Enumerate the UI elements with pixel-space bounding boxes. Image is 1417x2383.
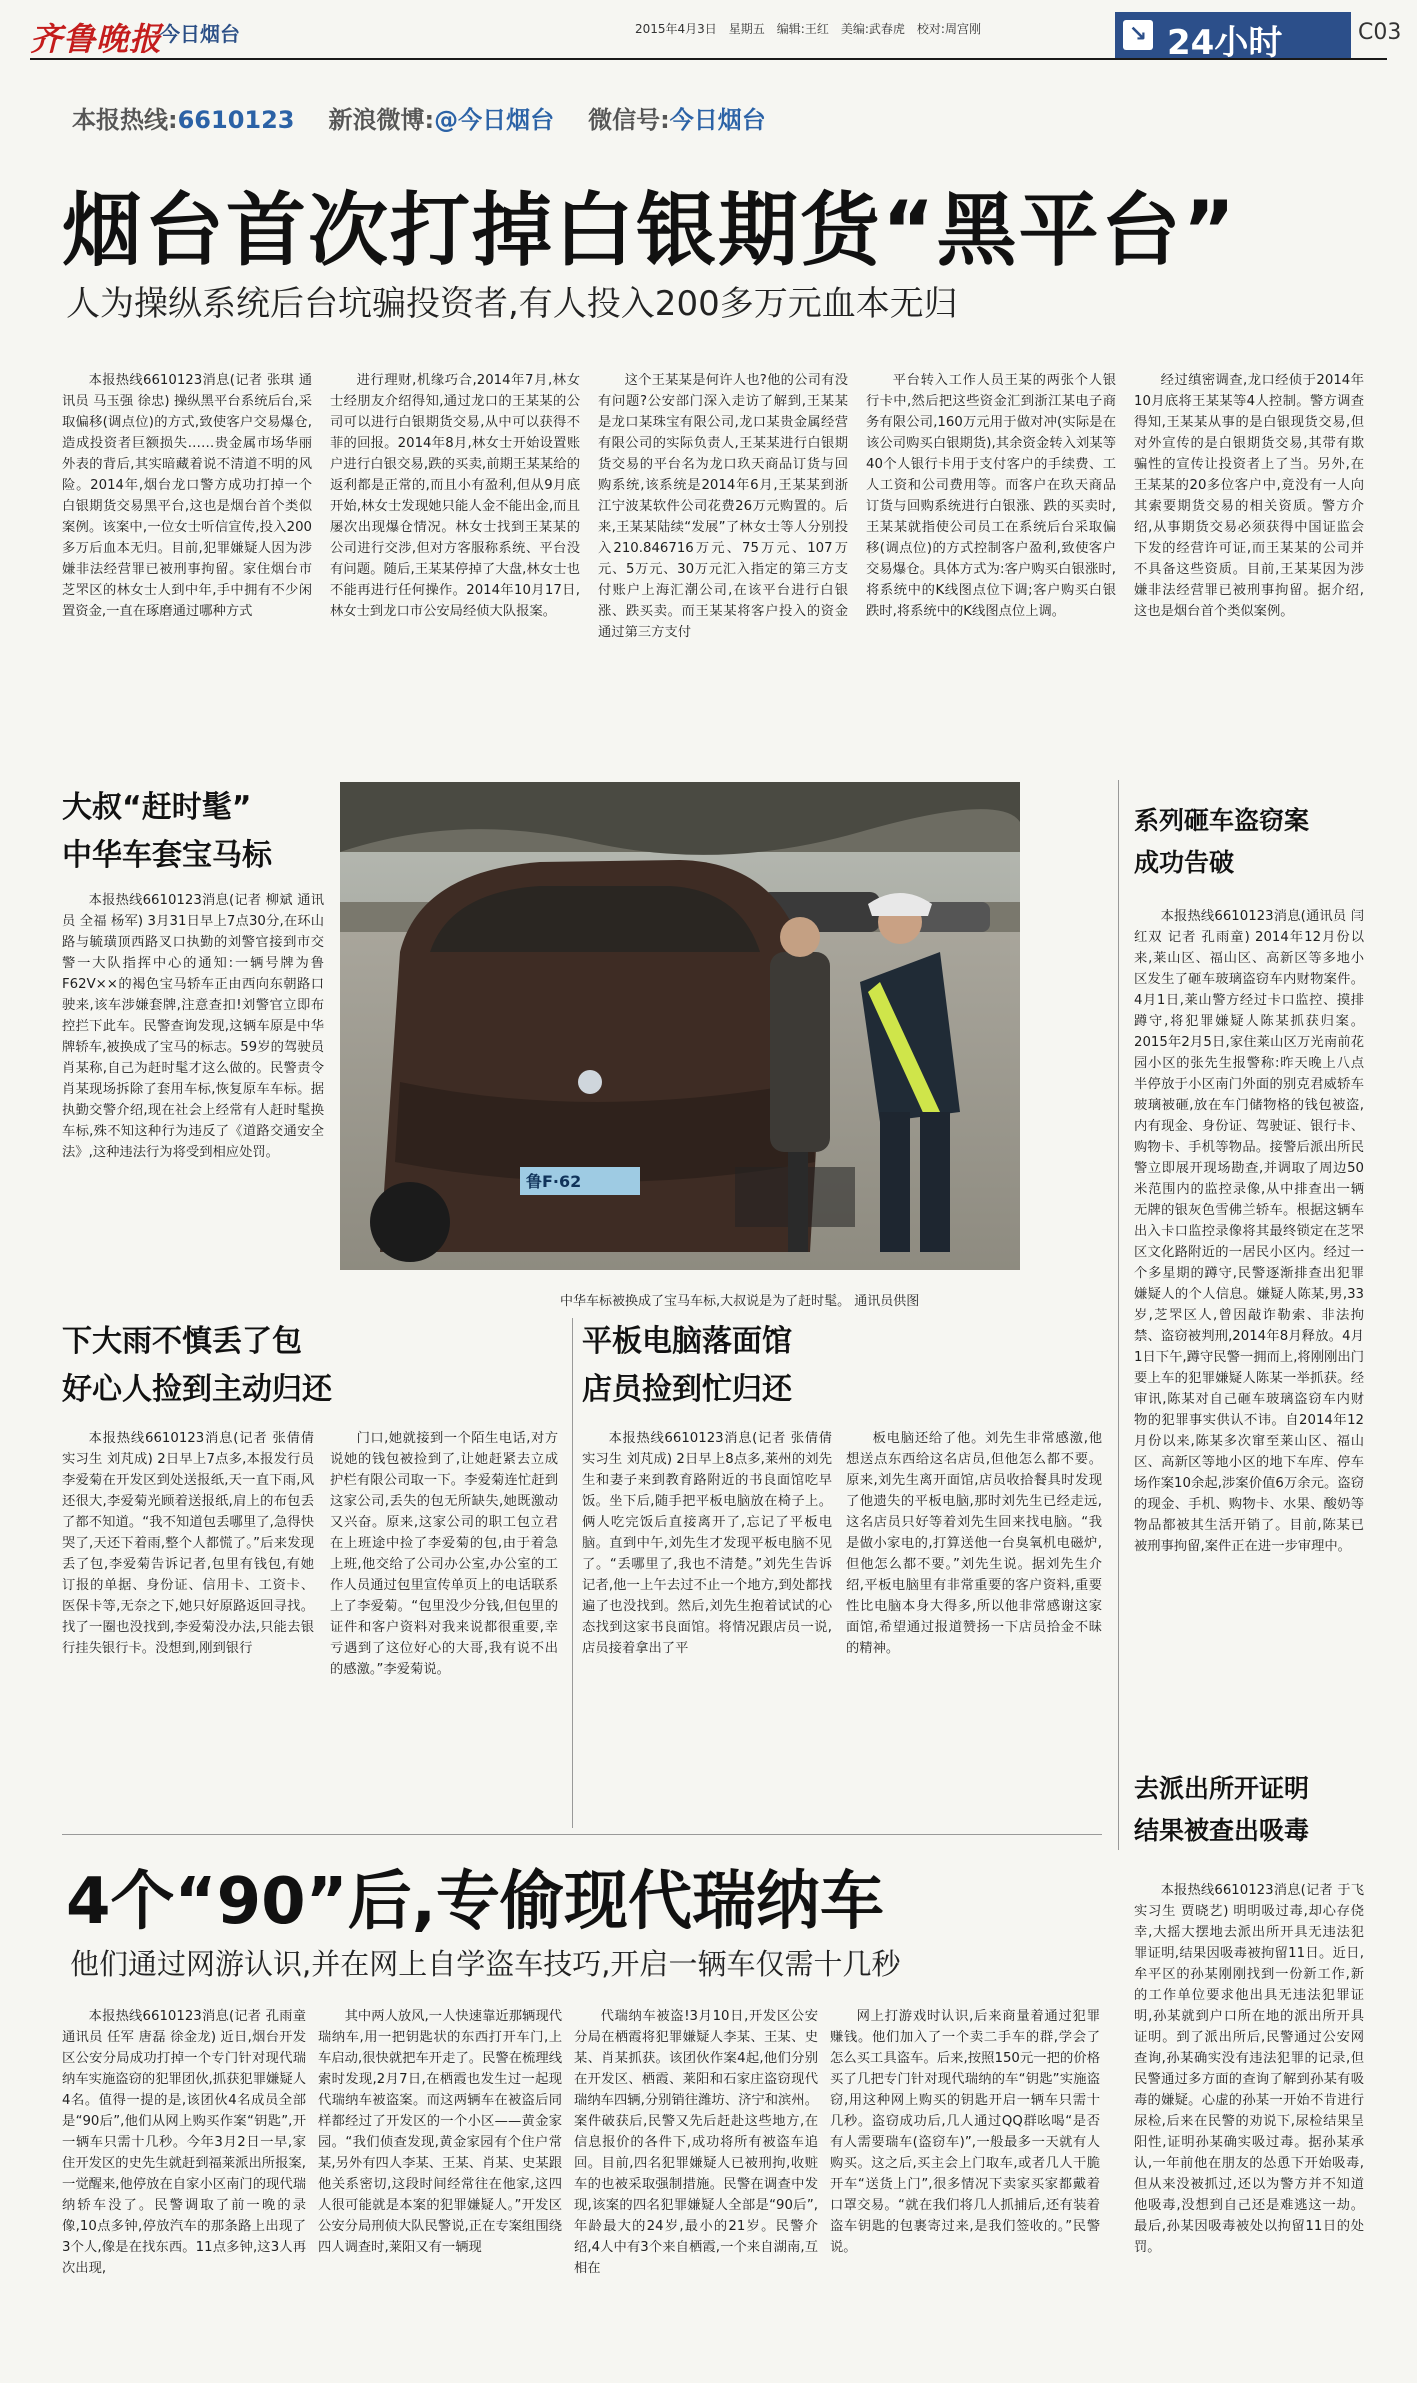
lead-headline: 烟台首次打掉白银期货“黑平台”: [62, 184, 1238, 277]
lead-column-4: 平台转入工作人员王某的两张个人银行卡中,然后把这些资金汇到浙江某电子商务有限公司,160万元用于做对冲(实际是在该公司购买白银期货),其余资金转入刘某等40个人银行卡用于支付客户的手续费、工人工资和公司费用等。而客户在玖天商品订货与回购系统进行白银涨、跌的买卖时,王某某就指使公司员工在系统后台采取偏移(调点位)的方式控制客户盈利,致使客户交易爆仓。具体方式为:客户购买白银涨时,将系统中的K线图点位下调;客户购买白银跌时,将系统中的K线图点位上调。: [866, 373, 1116, 619]
lead-subhead: 人为操纵系统后台坑骗投资者,有人投入200多万元血本无归: [66, 284, 958, 324]
car-story-title: 大叔“赶时髦” 中华车套宝马标: [62, 790, 272, 873]
tablet-story-title: 平板电脑落面馆 店员捡到忙归还: [582, 1324, 792, 1407]
weibo-handle: @今日烟台: [434, 106, 555, 134]
lead-column-2: 进行理财,机缘巧合,2014年7月,林女士经朋友介绍得知,通过龙口的王某某的公司可以进行白银期货交易,从中可以获得不菲的回报。2014年8月,林女士开始设置账户进行白银交易,跌的买卖,前期王某某给的返利都是正常的,而且小有盈利,但从9月底开始,林女士发现她只能人金不能出金,而且屡次出现爆仓情况。林女士找到王某某的公司进行交涉,但对方客服称系统、平台没有问题。随后,王某某停掉了大盘,林女士也不能再进行任何操作。2014年10月17日,林女士到龙口市公安局经侦大队报案。: [330, 373, 580, 619]
contact-bar: [72, 100, 766, 135]
bag-story-title: 下大雨不慎丢了包 好心人捡到主动归还: [62, 1324, 332, 1407]
gang-headline: 4个“90”后,专偷现代瑞纳车: [66, 1865, 885, 1939]
gang-subhead: 他们通过网游认识,并在网上自学盗车技巧,开启一辆车仅需十几秒: [70, 1947, 901, 1981]
car-photo-illustration: [340, 782, 1020, 1270]
issue-meta: 2015年4月3日 星期五 编辑:王红 美编:武春虎 校对:周宫刚: [635, 22, 981, 36]
column-divider: [572, 1318, 573, 1828]
gang-column-1: 本报热线6610123消息(记者 孔雨童 通讯员 任军 唐磊 徐金龙) 近日,烟台开发区公安分局成功打掉一个专门针对现代瑞纳车实施盗窃的犯罪团伙,抓获犯罪嫌疑人4名。值得一提的是,该团伙4名成员全部是“90后”,他们从网上购买作案“钥匙”,开一辆车只需十几秒。今年3月2日一早,家住开发区的史先生就赶到福莱派出所报案,一觉醒来,他停放在自家小区南门的现代瑞纳轿车没了。民警调取了前一晚的录像,10点多钟,停放汽车的那条路上出现了3个人,像是在找东西。11点多钟,这3人再次出现,: [62, 2009, 306, 2276]
page-number: C03: [1358, 20, 1402, 45]
hotline-label: 本报热线:: [72, 106, 178, 134]
car-photo: [340, 782, 1020, 1270]
gang-column-2: 其中两人放风,一人快速靠近那辆现代瑞纳车,用一把钥匙状的东西打开车门,上车启动,很快就把车开走了。民警在梳理线索时发现,2月7日,在栖霞也发生过一起现代瑞纳车被盗案。而这两辆车在被盗后同样都经过了开发区的一个小区——黄金家园。“我们侦查发现,黄金家园有个住户常某,另外有四人李某、王某、肖某、史某跟他关系密切,这段时间经常往在他家,这四人很可能就是本案的犯罪嫌疑人。”开发区公安分局刑侦大队民警说,正在专案组围绕四人调查时,莱阳又有一辆现: [318, 2009, 562, 2255]
theft-story-body: 本报热线6610123消息(通讯员 闫红双 记者 孔雨童) 2014年12月份以来,莱山区、福山区、高新区等多地小区发生了砸车玻璃盗窃车内财物案件。4月1日,莱山警方经过卡口监控、摸排蹲守,将犯罪嫌疑人陈某抓获归案。2015年2月5日,家住莱山区万光南前花园小区的张先生报警称:昨天晚上八点半停放于小区南门外面的别克君威轿车玻璃被砸,放在车门储物格的钱包被盗,内有现金、身份证、驾驶证、银行卡、购物卡、手机等物品。接警后派出所民警立即展开现场勘查,并调取了周边50米范围内的监控录像,从中排查出一辆无牌的银灰色雪佛兰轿车。根据这辆车出入卡口监控录像将其最终锁定在芝罘区文化路附近的一居民小区内。经过一个多星期的蹲守,民警逐渐排查出犯罪嫌疑人的个人信息。嫌疑人陈某,男,33岁,芝罘区人,曾因敲诈勒索、非法拘禁、盗窃被判刑,2014年8月释放。4月1日下午,蹲守民警一拥而上,将刚刚出门要上车的犯罪嫌疑人陈某一举抓获。经审讯,陈某对自己砸车玻璃盗窃车内财物的犯罪事实供认不讳。自2014年12月份以来,陈某多次窜至莱山区、福山区、高新区等地小区的地下车库、停车场作案10余起,涉案价值6万余元。盗窃的现金、手机、购物卡、水果、酸奶等物品都被其生活开销了。目前,陈某已被刑事拘留,案件正在进一步审理中。: [1134, 909, 1364, 1554]
section-name: 今日烟台: [160, 22, 240, 46]
wechat-label: 微信号:: [588, 106, 670, 134]
newspaper-logo: 齐鲁晚报: [30, 20, 163, 58]
wechat-id: 今日烟台: [669, 106, 766, 134]
tablet-story-column-1: 本报热线6610123消息(记者 张倩倩 实习生 刘芃成) 2日早上8点多,莱州的刘先生和妻子来到教育路附近的书良面馆吃早饭。坐下后,随手把平板电脑放在椅子上。俩人吃完饭后直接离开了,忘记了平板电脑。直到中午,刘先生才发现平板电脑不见了。“丢哪里了,我也不清楚。”刘先生告诉记者,他一上午去过不止一个地方,到处都找遍了也没找到。然后,刘先生抱着试试的心态找到这家书良面馆。将情况跟店员一说,店员接着拿出了平: [582, 1431, 832, 1656]
license-plate-text: 鲁F·62: [526, 1172, 582, 1191]
bag-story-column-1: 本报热线6610123消息(记者 张倩倩 实习生 刘芃成) 2日早上7点多,本报发行员李爱菊在开发区到处送报纸,天一直下雨,风还很大,李爱菊光顾着送报纸,肩上的布包丢了都不知道。“我不知道包丢哪里了,急得快哭了,天还下着雨,整个人都慌了。”后来发现丢了包,李爱菊告诉记者,包里有钱包,有她订报的单据、身份证、信用卡、工资卡、医保卡等,无奈之下,她只好原路返回寻找。找了一圈也没找到,李爱菊没办法,只能去银行挂失银行卡。没想到,刚到银行: [62, 1431, 314, 1656]
clock-arrow-icon: ↘: [1123, 20, 1153, 50]
section-divider: [62, 1834, 1102, 1835]
weibo-label: 新浪微博:: [328, 106, 435, 134]
tablet-story-column-2: 板电脑还给了他。刘先生非常感激,他想送点东西给这名店员,但他怎么都不要。原来,刘先生离开面馆,店员收拾餐具时发现了他遗失的平板电脑,那时刘先生已经走远,这名店员只好等着刘先生回来找电脑。“我是做小家电的,打算送他一台臭氧机电磁炉,但他怎么都不要。”刘先生说。据刘先生介绍,平板电脑里有非常重要的客户资料,重要性比电脑本身大得多,所以他非常感谢这家面馆,希望通过报道赞扬一下店员拾金不昧的精神。: [846, 1431, 1102, 1656]
lead-column-5: 经过缜密调查,龙口经侦于2014年10月底将王某某等4人控制。警方调查得知,王某某从事的是白银现货交易,但对外宣传的是白银期货交易,其带有欺骗性的宣传让投资者上了当。另外,在王某某的20多位客户中,竟没有一人向其索要期货交易的相关资质。警方介绍,从事期货交易必须获得中国证监会下发的经营许可证,而王某某的公司并不具备这些资质。目前,王某某因为涉嫌非法经营罪已被刑事拘留。据介绍,这也是烟台首个类似案例。: [1134, 373, 1364, 619]
gang-column-4: 网上打游戏时认识,后来商量着通过犯罪赚钱。他们加入了一个卖二手车的群,学会了怎么买工具盗车。后来,按照150元一把的价格买了几把专门针对现代瑞纳的车“钥匙”实施盗窃,用这种网上购买的钥匙开启一辆车只需十几秒。盗窃成功后,几人通过QQ群吆喝“是否有人需要瑞车(盗窃车)”,一般最多一天就有人购买。这之后,买主会上门取车,或者几人干脆开车“送货上门”,很多情况下卖家买家都戴着口罩交易。“就在我们将几人抓捕后,还有装着盗车钥匙的包裹寄过来,是我们签收的。”民警说。: [830, 2009, 1100, 2255]
masthead: [30, 12, 1402, 63]
car-story-body: 本报热线6610123消息(记者 柳斌 通讯员 全福 杨军) 3月31日早上7点30分,在环山路与毓璜顶西路叉口执勤的刘警官接到市交警一大队指挥中心的通知:一辆号牌为鲁F62V××的褐色宝马轿车正由西向东朝路口驶来,该车涉嫌套牌,注意查扣!刘警官立即布控拦下此车。民警查询发现,这辆车原是中华牌轿车,被换成了宝马的标志。59岁的驾驶员肖某称,自己为赶时髦才这么做的。民警责令肖某现场拆除了套用车标,恢复原车车标。据执勤交警介绍,现在社会上经常有人赶时髦换车标,殊不知这种行为违反了《道路交通安全法》,这种违法行为将受到相应处罚。: [62, 893, 324, 1160]
section-badge-label: 24小时: [1167, 23, 1283, 63]
car-photo-caption: 中华车标被换成了宝马车标,大叔说是为了赶时髦。 通讯员供图: [560, 1294, 920, 1309]
bag-story-column-2: 门口,她就接到一个陌生电话,对方说她的钱包被捡到了,让她赶紧去立成护栏有限公司取一下。李爱菊连忙赶到这家公司,丢失的包无所缺失,她既激动又兴奋。原来,这家公司的职工包立君在上班途中捡了李爱菊的包,由于着急上班,他交给了公司办公室,办公室的工作人员通过包里宣传单页上的电话联系上了李爱菊。“包里没少分钱,但包里的证件和客户资料对我来说都很重要,幸亏遇到了这位好心的大哥,我有说不出的感激。”李爱菊说。: [330, 1431, 558, 1677]
column-divider: [1118, 780, 1119, 1850]
drug-story-title: 去派出所开证明 结果被查出吸毒: [1134, 1774, 1310, 1845]
lead-column-3: 这个王某某是何许人也?他的公司有没有问题?公安部门深入走访了解到,王某某是龙口某珠宝有限公司,龙口某贵金属经营有限公司的实际负责人,王某某进行白银期货交易的平台名为龙口玖天商品订货与回购系统,该系统是2014年6月,王某某到浙江宁波某软件公司花费26万元购置的。后来,王某某陆续“发展”了林女士等人分别投入210.846716万元、75万元、107万元、5万元、30万元汇入指定的第三方支付账户上海汇潮公司,在该平台进行白银涨、跌买卖。而王某某将客户投入的资金通过第三方支付: [598, 373, 848, 640]
gang-column-3: 代瑞纳车被盗!3月10日,开发区公安分局在栖霞将犯罪嫌疑人李某、王某、史某、肖某抓获。该团伙作案4起,他们分别在开发区、栖霞、莱阳和石家庄盗窃现代瑞纳车四辆,分别销往潍坊、济宁和滨州。案件破获后,民警又先后赶赴这些地方,在信息报价的各件下,成功将所有被盗车追回。目前,四名犯罪嫌疑人已被刑拘,收赃车的也被采取强制措施。民警在调查中发现,该案的四名犯罪嫌疑人全部是“90后”,年龄最大的24岁,最小的21岁。民警介绍,4人中有3个来自栖霞,一个来自湖南,互相在: [574, 2009, 818, 2276]
hotline-number: 6610123: [177, 106, 295, 134]
section-badge: [1115, 12, 1351, 63]
theft-story-title: 系列砸车盗窃案 成功告破: [1134, 806, 1310, 877]
lead-column-1: 本报热线6610123消息(记者 张琪 通讯员 马玉强 徐忠) 操纵黑平台系统后台,采取偏移(调点位)的方式,致使客户交易爆仓,造成投资者巨额损失……贵金属市场华丽外表的背后,其实暗藏着说不清道不明的风险。2014年,烟台龙口警方成功打掉一个白银期货交易黑平台,这也是烟台首个类似案例。该案中,一位女士听信宣传,投入200多万后血本无归。目前,犯罪嫌疑人因为涉嫌非法经营罪已被刑事拘留。家住烟台市芝罘区的林女士人到中年,手中拥有不少闲置资金,一直在琢磨通过哪种方式: [62, 373, 312, 619]
drug-story-body: 本报热线6610123消息(记者 于飞 实习生 贾晓艺) 明明吸过毒,却心存侥幸,大摇大摆地去派出所开具无违法犯罪证明,结果因吸毒被拘留11日。近日,牟平区的孙某刚刚找到一份新工作,新的工作单位要求他出具无违法犯罪证明,孙某就到户口所在地的派出所开具证明。到了派出所后,民警通过公安网查询,孙某确实没有违法犯罪的记录,但民警通过多方面的查询了解到孙某有吸毒的嫌疑。心虚的孙某一开始不肯进行尿检,后来在民警的劝说下,尿检结果呈阳性,证明孙某确实吸过毒。据孙某承认,一年前他在朋友的怂恿下开始吸毒,但从来没被抓过,还以为警方并不知道他吸毒,没想到自己还是难逃这一劫。最后,孙某因吸毒被处以拘留11日的处罚。: [1134, 1883, 1364, 2255]
